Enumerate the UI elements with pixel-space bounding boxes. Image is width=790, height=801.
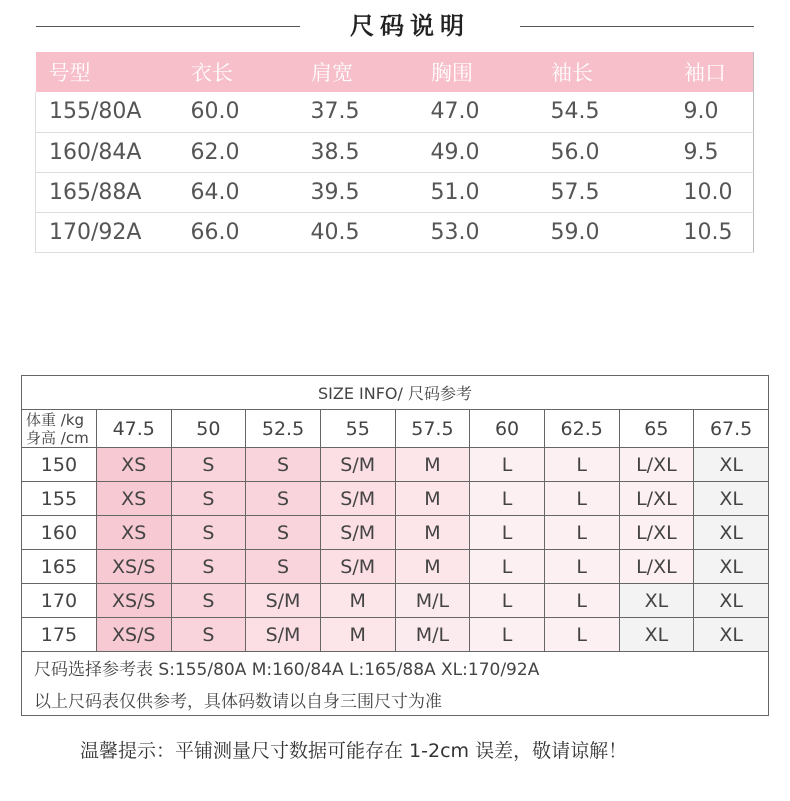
height-cell: 160	[22, 516, 97, 550]
size-cell: M	[320, 584, 395, 618]
size-reference-table	[21, 375, 769, 716]
size-cell: S	[171, 516, 246, 550]
height-cell: 170	[22, 584, 97, 618]
table-row	[22, 482, 769, 516]
size-cell: M	[320, 618, 395, 652]
table-cell: 39.5	[299, 172, 419, 212]
table-cell: 170/92A	[36, 212, 179, 252]
size-table-caption: SIZE INFO/ 尺码参考	[22, 376, 769, 410]
table-cell: 66.0	[179, 212, 299, 252]
disclaimer-note-row	[22, 684, 769, 716]
table-cell: 64.0	[179, 172, 299, 212]
size-cell: S	[246, 550, 321, 584]
size-cell: XS	[96, 448, 171, 482]
size-cell: XL	[694, 448, 769, 482]
weight-header-cell: 50	[171, 410, 246, 448]
height-axis-label: 身高 /cm	[26, 428, 89, 447]
size-cell: S/M	[320, 516, 395, 550]
size-mapping-note: 尺码选择参考表 S:155/80A M:160/84A L:165/88A XL:170/92A	[22, 652, 769, 684]
size-cell: L	[544, 516, 619, 550]
table-cell: 57.5	[539, 172, 659, 212]
size-cell: S	[171, 584, 246, 618]
size-cell: XS/S	[96, 584, 171, 618]
weight-header-cell: 47.5	[96, 410, 171, 448]
size-cell: XL	[694, 516, 769, 550]
size-mapping-note-row	[22, 652, 769, 684]
table-row	[22, 550, 769, 584]
size-cell: L	[470, 584, 545, 618]
size-cell: L/XL	[619, 550, 694, 584]
size-cell: XS	[96, 482, 171, 516]
size-cell: S/M	[246, 584, 321, 618]
size-cell: S	[246, 482, 321, 516]
page-title: 尺码说明	[350, 12, 470, 40]
disclaimer-note: 以上尺码表仅供参考，具体码数请以自身三围尺寸为准	[22, 684, 769, 716]
size-cell: L/XL	[619, 516, 694, 550]
size-cell: L	[544, 550, 619, 584]
size-cell: S	[171, 618, 246, 652]
height-cell: 155	[22, 482, 97, 516]
size-cell: XS/S	[96, 550, 171, 584]
size-cell: M	[395, 516, 470, 550]
table-cell: 9.5	[659, 132, 754, 172]
size-cell: S/M	[320, 448, 395, 482]
table-cell: 40.5	[299, 212, 419, 252]
size-cell: S	[171, 482, 246, 516]
table-row	[36, 212, 754, 252]
weight-header-row	[22, 410, 769, 448]
table-row	[36, 132, 754, 172]
header-cell: 肩宽	[299, 52, 419, 92]
table-cell: 9.0	[659, 92, 754, 132]
size-cell: S	[246, 516, 321, 550]
table-cell: 51.0	[419, 172, 539, 212]
height-cell: 165	[22, 550, 97, 584]
size-cell: S/M	[320, 550, 395, 584]
size-cell: XL	[694, 584, 769, 618]
weight-header-cell: 57.5	[395, 410, 470, 448]
size-cell: L/XL	[619, 448, 694, 482]
table-cell: 62.0	[179, 132, 299, 172]
size-cell: L	[544, 618, 619, 652]
size-cell: XL	[619, 584, 694, 618]
size-cell: M	[395, 482, 470, 516]
weight-axis-label: 体重 /kg	[26, 410, 85, 429]
size-cell: XL	[619, 618, 694, 652]
size-cell: M/L	[395, 618, 470, 652]
title-divider-left	[36, 26, 300, 27]
size-cell: L	[544, 448, 619, 482]
size-cell: S/M	[320, 482, 395, 516]
table-cell: 59.0	[539, 212, 659, 252]
weight-header-cell: 65	[619, 410, 694, 448]
footer-tip: 温馨提示：平铺测量尺寸数据可能存在 1-2cm 误差，敬请谅解！	[80, 740, 628, 762]
size-cell: M	[395, 550, 470, 584]
weight-header-cell: 60	[470, 410, 545, 448]
size-cell: L	[470, 516, 545, 550]
table-row	[36, 172, 754, 212]
header-cell: 号型	[36, 52, 179, 92]
size-cell: L/XL	[619, 482, 694, 516]
size-cell: S	[171, 550, 246, 584]
weight-header-cell: 52.5	[246, 410, 321, 448]
table-row	[36, 92, 754, 132]
size-cell: S/M	[246, 618, 321, 652]
table-row	[22, 448, 769, 482]
table-cell: 54.5	[539, 92, 659, 132]
height-cell: 175	[22, 618, 97, 652]
weight-header-cell: 67.5	[694, 410, 769, 448]
size-cell: S	[171, 448, 246, 482]
header-cell: 衣长	[179, 52, 299, 92]
table-cell: 155/80A	[36, 92, 179, 132]
measurement-header-row	[36, 52, 754, 92]
table-cell: 38.5	[299, 132, 419, 172]
header-cell: 袖口	[659, 52, 754, 92]
size-cell: L	[470, 550, 545, 584]
size-cell: S	[246, 448, 321, 482]
size-cell: L	[544, 584, 619, 618]
corner-label	[22, 410, 97, 448]
table-row	[22, 584, 769, 618]
table-cell: 10.0	[659, 172, 754, 212]
size-cell: M/L	[395, 584, 470, 618]
size-cell: L	[470, 618, 545, 652]
table-cell: 49.0	[419, 132, 539, 172]
title-bar	[36, 8, 754, 44]
size-cell: XL	[694, 482, 769, 516]
table-row	[22, 516, 769, 550]
height-cell: 150	[22, 448, 97, 482]
size-cell: XS	[96, 516, 171, 550]
table-cell: 56.0	[539, 132, 659, 172]
table-cell: 10.5	[659, 212, 754, 252]
table-cell: 60.0	[179, 92, 299, 132]
size-cell: XL	[694, 550, 769, 584]
table-cell: 53.0	[419, 212, 539, 252]
size-cell: L	[544, 482, 619, 516]
header-cell: 袖长	[539, 52, 659, 92]
table-cell: 165/88A	[36, 172, 179, 212]
measurement-table	[35, 52, 754, 253]
size-cell: L	[470, 448, 545, 482]
table-cell: 160/84A	[36, 132, 179, 172]
size-cell: XS/S	[96, 618, 171, 652]
table-cell: 47.0	[419, 92, 539, 132]
weight-header-cell: 62.5	[544, 410, 619, 448]
table-row	[22, 618, 769, 652]
table-cell: 37.5	[299, 92, 419, 132]
title-divider-right	[520, 26, 754, 27]
size-cell: M	[395, 448, 470, 482]
weight-header-cell: 55	[320, 410, 395, 448]
header-cell: 胸围	[419, 52, 539, 92]
size-cell: XL	[694, 618, 769, 652]
size-cell: L	[470, 482, 545, 516]
